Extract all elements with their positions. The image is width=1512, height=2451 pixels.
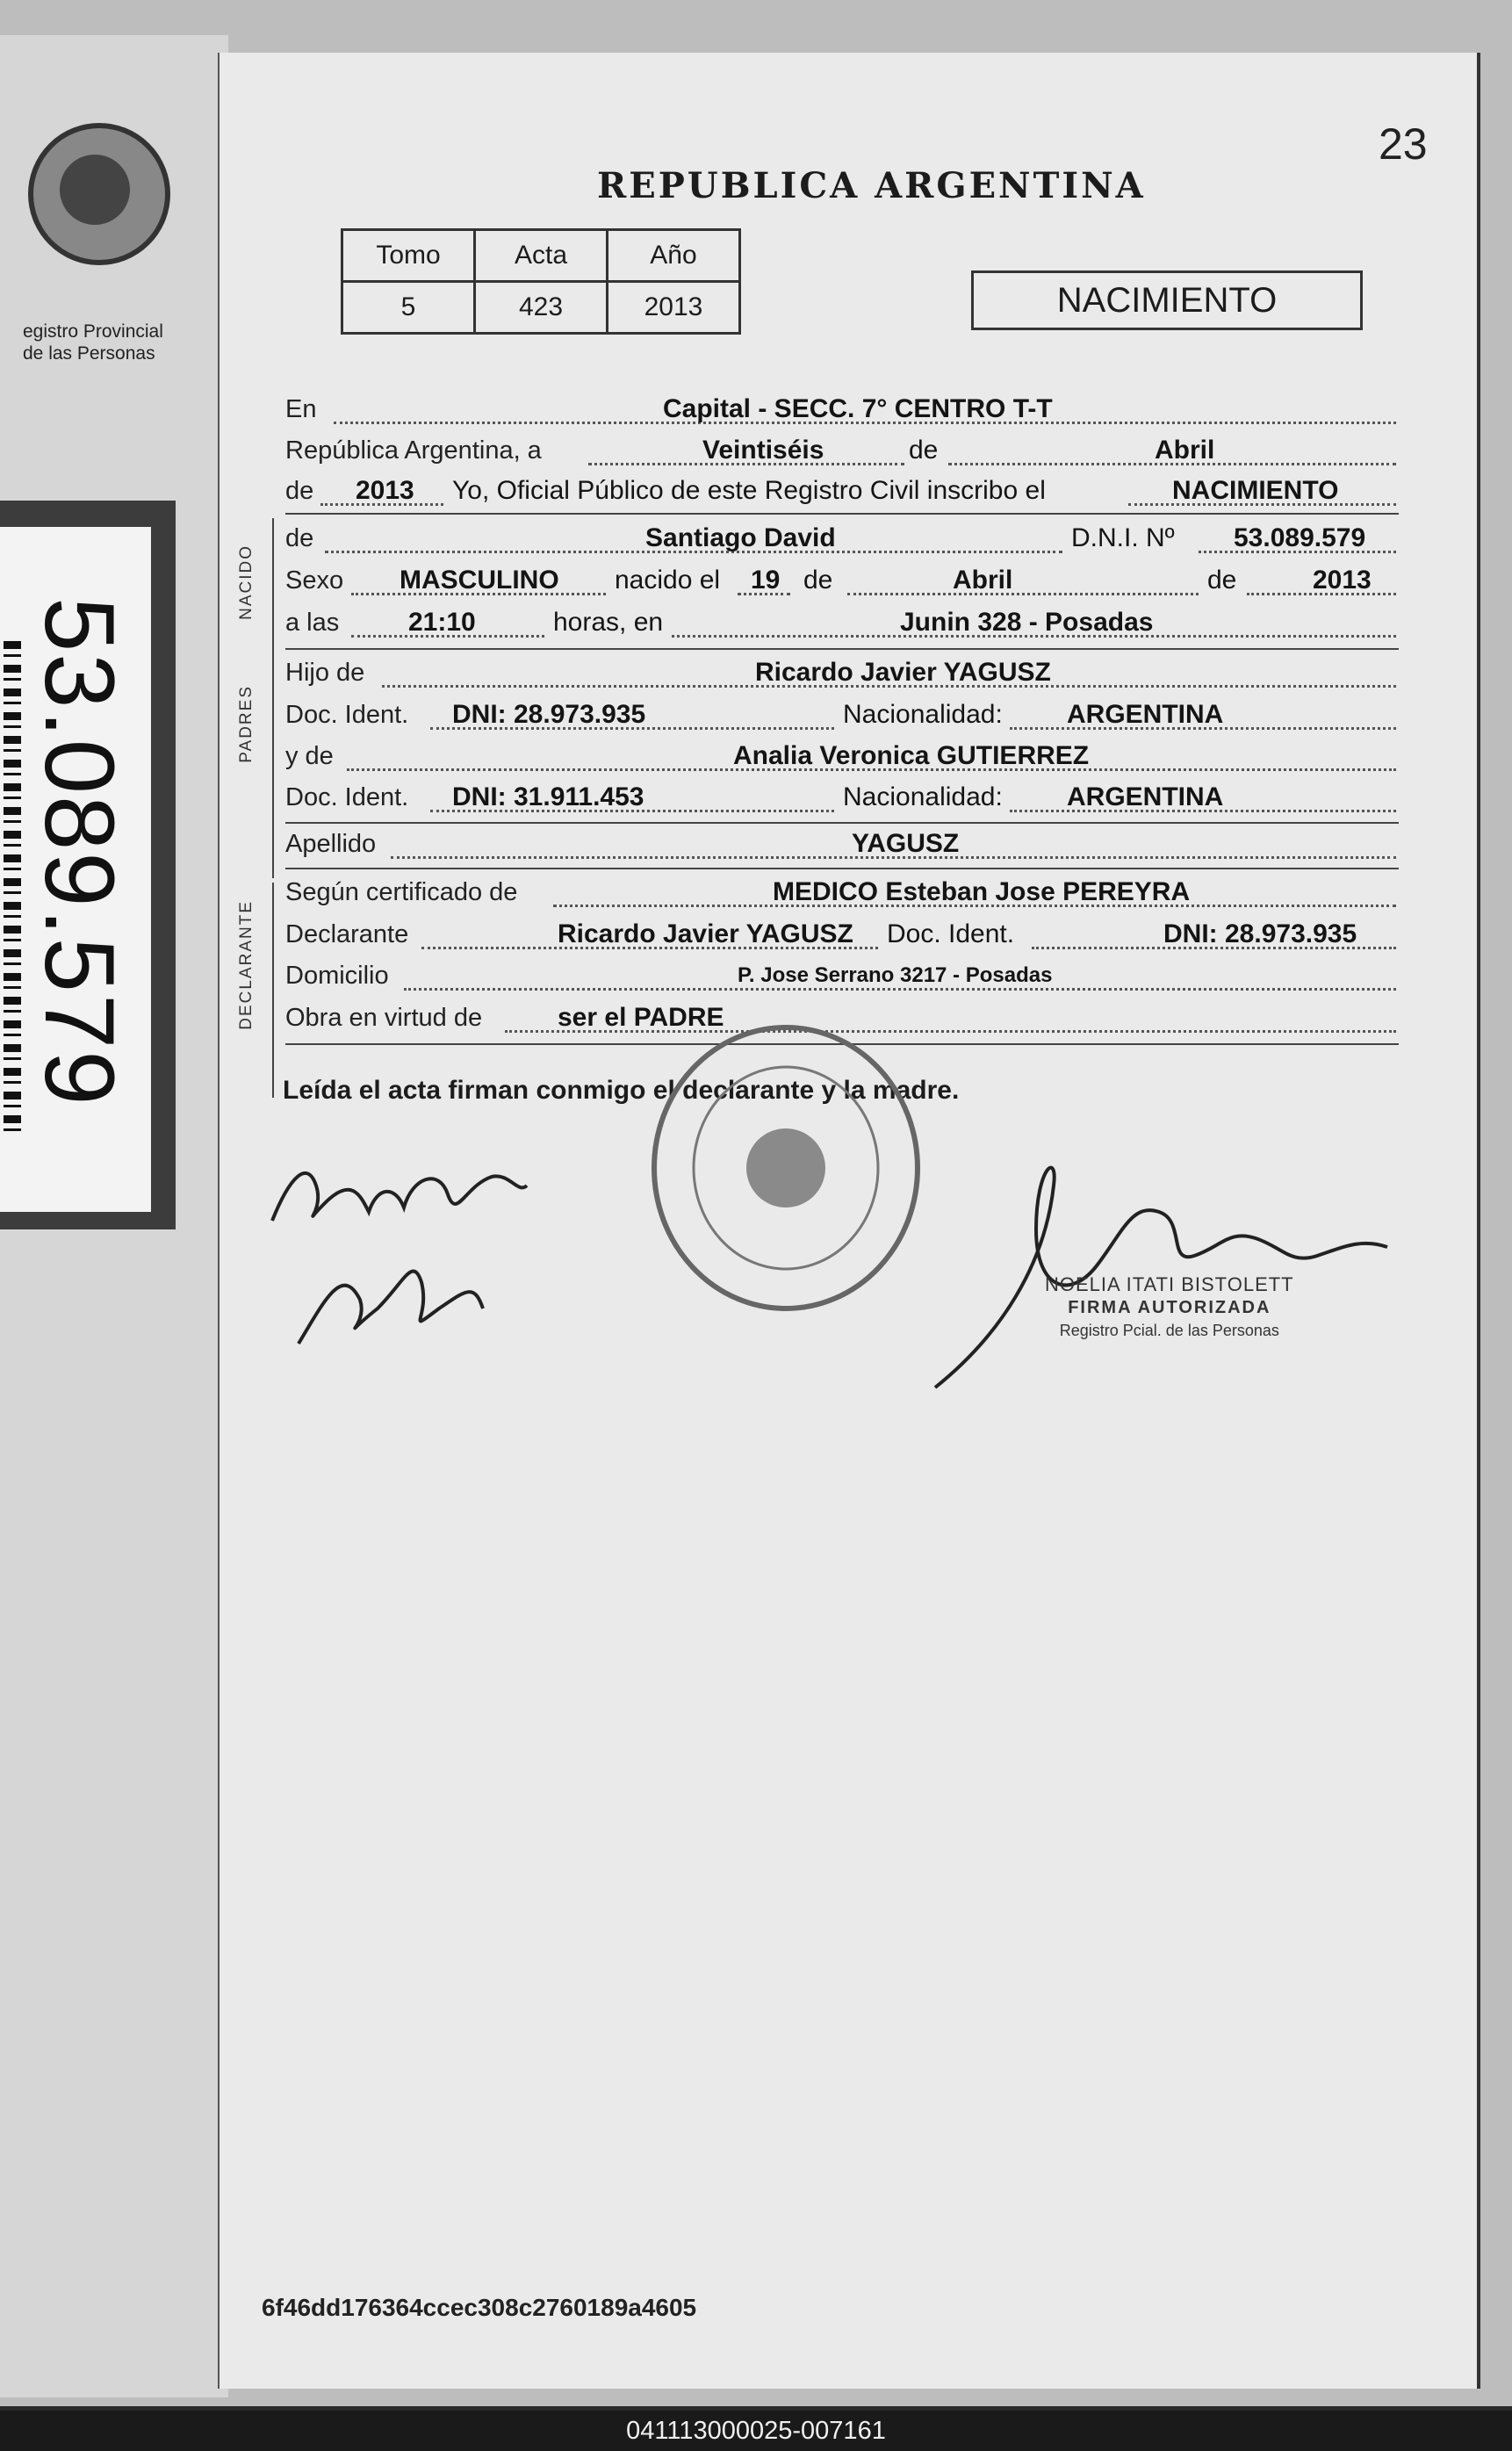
line-declarante xyxy=(285,916,1396,953)
register-value-tomo: 5 xyxy=(342,282,475,334)
section-label-padres: PADRES xyxy=(237,685,256,763)
registry-caption xyxy=(23,321,207,364)
section-divider xyxy=(285,868,1399,869)
declarante-bar xyxy=(272,883,274,1098)
section-divider xyxy=(285,513,1399,515)
verification-hash: 6f46dd176364ccec308c2760189a4605 xyxy=(262,2294,697,2321)
value-child-dni: 53.089.579 xyxy=(1234,523,1366,552)
value-sex: MASCULINO xyxy=(400,566,559,595)
official-title: FIRMA AUTORIZADA xyxy=(1068,1298,1271,1317)
line-doc-madre xyxy=(285,779,1396,816)
value-event: NACIMIENTO xyxy=(1172,476,1339,505)
value-day-text: Veintiséis xyxy=(702,436,824,465)
label-de-2: de xyxy=(285,477,314,505)
dotted-line xyxy=(847,593,1199,595)
value-father-name: Ricardo Javier YAGUSZ xyxy=(755,658,1051,687)
label-de: de xyxy=(909,436,939,465)
register-header-acta: Acta xyxy=(475,230,608,282)
registry-line-1: egistro Provincial xyxy=(23,321,163,342)
official-stamp xyxy=(641,1019,931,1317)
value-capacity: ser el PADRE xyxy=(558,1003,724,1032)
value-child-name: Santiago David xyxy=(645,523,836,552)
value-surname: YAGUSZ xyxy=(852,829,960,858)
line-doc-padre xyxy=(285,696,1396,733)
register-header-tomo: Tomo xyxy=(342,230,475,282)
line-padre xyxy=(285,654,1396,691)
line-madre xyxy=(285,738,1396,775)
value-declarant: Ricardo Javier YAGUSZ xyxy=(558,919,853,948)
value-certificate: MEDICO Esteban Jose PEREYRA xyxy=(773,877,1191,906)
line-domicilio xyxy=(285,957,1396,994)
label-nacido: nacido el xyxy=(615,566,721,595)
folio-number: 23 xyxy=(1379,119,1428,169)
label-apellido: Apellido xyxy=(285,830,377,858)
label-de-5: de xyxy=(1207,566,1237,595)
value-address: P. Jose Serrano 3217 - Posadas xyxy=(738,963,1053,987)
label-doc-ident-3: Doc. Ident. xyxy=(887,919,1015,948)
label-nacionalidad-2: Nacionalidad: xyxy=(843,782,1003,811)
label-obra: Obra en virtud de xyxy=(285,1004,483,1032)
label-de-3: de xyxy=(285,524,314,552)
line-nombre xyxy=(285,520,1396,557)
value-declarant-doc: DNI: 28.973.935 xyxy=(1163,919,1357,948)
country-title: REPUBLICA ARGENTINA xyxy=(597,165,1146,206)
label-segun: Según certificado de xyxy=(285,878,518,906)
line-republica xyxy=(285,432,1396,469)
padres-bar xyxy=(272,659,274,878)
label-a-las: a las xyxy=(285,609,340,637)
declarant-signature xyxy=(263,1124,562,1379)
value-mother-name: Analia Veronica GUTIERREZ xyxy=(733,741,1090,770)
value-father-doc: DNI: 28.973.935 xyxy=(452,700,646,729)
birth-certificate-sheet xyxy=(218,53,1477,2389)
section-divider xyxy=(285,648,1399,650)
label-domicilio: Domicilio xyxy=(285,962,389,990)
label-hijo-de: Hijo de xyxy=(285,659,365,687)
register-value-anio: 2013 xyxy=(608,282,740,334)
closing-statement: Leída el acta firman conmigo el declarante y la madre. xyxy=(283,1076,960,1105)
label-nacionalidad: Nacionalidad: xyxy=(843,700,1003,729)
label-doc-ident: Doc. Ident. xyxy=(285,701,409,729)
register-header-anio: Año xyxy=(608,230,740,282)
stamp-icon xyxy=(641,1019,931,1317)
label-de-4: de xyxy=(803,566,833,595)
document-id-footer: 041113000025-007161 xyxy=(0,2411,1512,2451)
registry-line-2: de las Personas xyxy=(23,343,155,364)
label-y-de: y de xyxy=(285,742,334,770)
label-declarante: Declarante xyxy=(285,920,409,948)
value-birth-time: 21:10 xyxy=(408,608,476,637)
official-office: Registro Pcial. de las Personas xyxy=(1059,1322,1279,1339)
value-mother-nationality: ARGENTINA xyxy=(1067,782,1224,811)
value-birth-place: Junin 328 - Posadas xyxy=(900,608,1154,637)
section-label-nacido: NACIDO xyxy=(237,544,256,620)
register-table xyxy=(341,228,741,335)
line-anio xyxy=(285,472,1396,509)
label-sexo: Sexo xyxy=(285,566,344,595)
line-hora xyxy=(285,604,1396,641)
value-place: Capital - SECC. 7° CENTRO T-T xyxy=(663,394,1053,423)
document-type-box: NACIMIENTO xyxy=(971,270,1363,330)
official-text: Yo, Oficial Público de este Registro Civil inscribo el xyxy=(452,476,1046,505)
label-doc-ident-2: Doc. Ident. xyxy=(285,783,409,811)
line-en xyxy=(285,391,1396,428)
side-number: 53.089.579 xyxy=(25,597,134,1107)
official-name: NOELIA ITATI BISTOLETT xyxy=(1045,1273,1294,1295)
label-en: En xyxy=(285,395,317,423)
section-divider xyxy=(285,822,1399,824)
label-dni: D.N.I. Nº xyxy=(1071,523,1175,552)
value-month-text: Abril xyxy=(1155,436,1215,465)
official-signature xyxy=(922,1133,1414,1396)
label-horas: horas, en xyxy=(553,608,664,637)
province-seal-icon xyxy=(28,123,170,265)
line-apellido xyxy=(285,825,1396,862)
value-birth-year: 2013 xyxy=(1313,566,1372,595)
value-father-nationality: ARGENTINA xyxy=(1067,700,1224,729)
value-birth-month: Abril xyxy=(953,566,1013,595)
label-republica: República Argentina, a xyxy=(285,436,542,465)
value-mother-doc: DNI: 31.911.453 xyxy=(452,782,644,811)
value-birth-day: 19 xyxy=(751,566,781,595)
value-year: 2013 xyxy=(356,476,414,505)
authorized-signatory xyxy=(1045,1273,1294,1342)
line-sexo xyxy=(285,562,1396,599)
section-label-declarante: DECLARANTE xyxy=(237,900,256,1030)
line-certificado xyxy=(285,874,1396,911)
register-value-acta: 423 xyxy=(475,282,608,334)
